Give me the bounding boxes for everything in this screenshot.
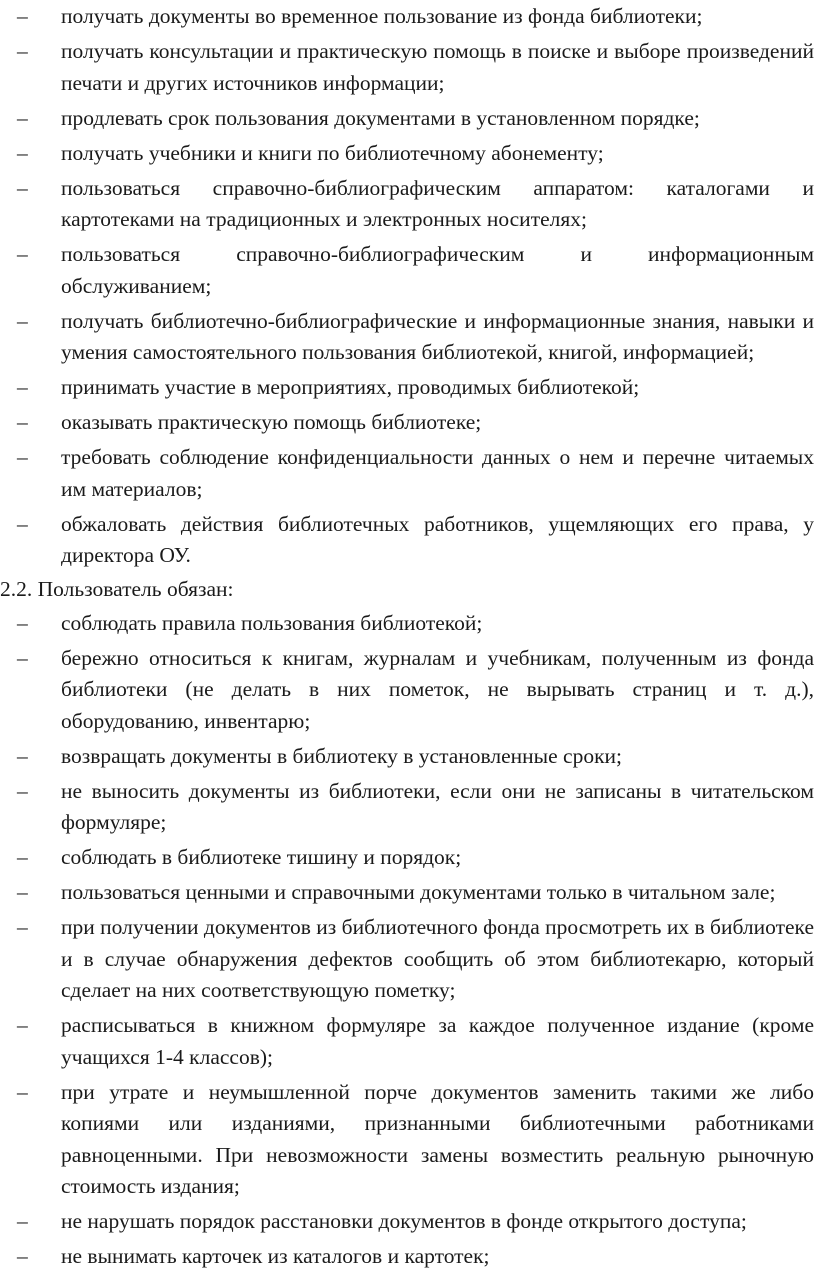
bullet-dash: – [17, 242, 28, 266]
list-item [0, 36, 816, 99]
list-item [0, 1206, 816, 1238]
list-item [0, 842, 816, 874]
list-item-text: пользоваться справочно-библиографическим аппаратом: каталогами и картотеками на традиционных и электронных носителях; [61, 175, 814, 231]
bullet-dash: – [17, 743, 28, 768]
list-item-text: при получении документов из библиотечного фонда просмотреть их в библиотеке и в случае обнаружения дефектов сообщить об этом библиотекарю, который сделает на них соответствующую пометку; [61, 915, 814, 1002]
bullet-dash: – [17, 308, 28, 333]
list-item [0, 1077, 816, 1203]
bullet-dash: – [17, 1013, 28, 1037]
bullet-dash: – [17, 445, 28, 469]
list-item [0, 643, 816, 738]
bullet-dash: – [17, 1244, 28, 1268]
list-item-text: получать библиотечно-библиографические и информационные знания, навыки и умения самостоятельного пользования библиотекой, книгой, информацией; [61, 308, 814, 364]
list-item-text: бережно относиться к книгам, журналам и учебникам, полученным из фонда библиотеки (не делать в них пометок, не вырывать страниц и т. д.), оборудованию, инвентарю; [61, 645, 814, 733]
bullet-dash: – [17, 1079, 28, 1104]
list-item-text: оказывать практическую помощь библиотеке; [61, 410, 482, 434]
bullet-dash: – [17, 778, 28, 803]
list-item [0, 741, 816, 773]
bullet-dash: – [17, 39, 28, 63]
duties-list [0, 608, 816, 1273]
list-item [0, 173, 816, 236]
bullet-dash: – [17, 845, 28, 869]
list-item-text: получать консультации и практическую помощь в поиске и выборе произведений печати и других источников информации; [61, 39, 814, 95]
list-item-text: соблюдать в библиотеке тишину и порядок; [61, 845, 462, 869]
bullet-dash: – [17, 375, 28, 399]
list-item-text: расписываться в книжном формуляре за каждое полученное издание (кроме учащихся 1-4 классов); [61, 1013, 814, 1069]
bullet-dash: – [17, 410, 28, 434]
list-item [0, 509, 816, 572]
list-item [0, 442, 816, 505]
list-item [0, 306, 816, 369]
bullet-dash: – [17, 915, 28, 939]
list-item [0, 1241, 816, 1273]
list-item-text: соблюдать правила пользования библиотекой; [61, 610, 483, 635]
list-item [0, 103, 816, 135]
bullet-dash: – [17, 610, 28, 635]
section-heading: 2.2. Пользователь обязан: [0, 577, 234, 601]
list-item [0, 776, 816, 839]
list-item-text: пользоваться ценными и справочными документами только в читальном зале; [61, 880, 776, 904]
list-item-text: возвращать документы в библиотеку в установленные сроки; [61, 743, 623, 768]
list-item-text: не вынимать карточек из каталогов и картотек; [61, 1244, 490, 1268]
bullet-dash: – [17, 1209, 28, 1233]
list-item [0, 372, 816, 404]
list-item [0, 877, 816, 909]
list-item-text: принимать участие в мероприятиях, проводимых библиотекой; [61, 375, 640, 399]
bullet-dash: – [17, 175, 28, 200]
list-item [0, 239, 816, 302]
bullet-dash: – [17, 511, 28, 536]
list-item-text: обжаловать действия библиотечных работников, ущемляющих его права, у директора ОУ. [61, 511, 814, 567]
list-item [0, 912, 816, 1007]
bullet-dash: – [17, 140, 28, 165]
bullet-dash: – [17, 880, 28, 904]
list-item-text: пользоваться справочно-библиографическим и информационным обслуживанием; [61, 242, 814, 298]
bullet-dash: – [17, 645, 28, 670]
rights-list [0, 0, 816, 572]
list-item-text: получать документы во временное пользование из фонда библиотеки; [61, 4, 703, 28]
list-item [0, 407, 816, 439]
list-item [0, 608, 816, 640]
list-item-text: не выносить документы из библиотеки, если они не записаны в читательском формуляре; [61, 778, 814, 834]
list-item-text: не нарушать порядок расстановки документов в фонде открытого доступа; [61, 1209, 747, 1233]
list-item-text: продлевать срок пользования документами в установленном порядке; [61, 105, 700, 130]
bullet-dash: – [17, 4, 28, 28]
bullet-dash: – [17, 105, 28, 130]
list-item-text: получать учебники и книги по библиотечному абонементу; [61, 140, 604, 165]
list-item [0, 1, 816, 33]
list-item-text: требовать соблюдение конфиденциальности данных о нем и перечне читаемых им материалов; [61, 445, 814, 501]
list-item-text: при утрате и неумышленной порче документов заменить такими же либо копиями или изданиями, признанными библиотечными работниками равноценными. При невозможности замены возместить реальную рыночную стоимость издания; [61, 1079, 814, 1198]
list-item [0, 138, 816, 170]
list-item [0, 1010, 816, 1073]
